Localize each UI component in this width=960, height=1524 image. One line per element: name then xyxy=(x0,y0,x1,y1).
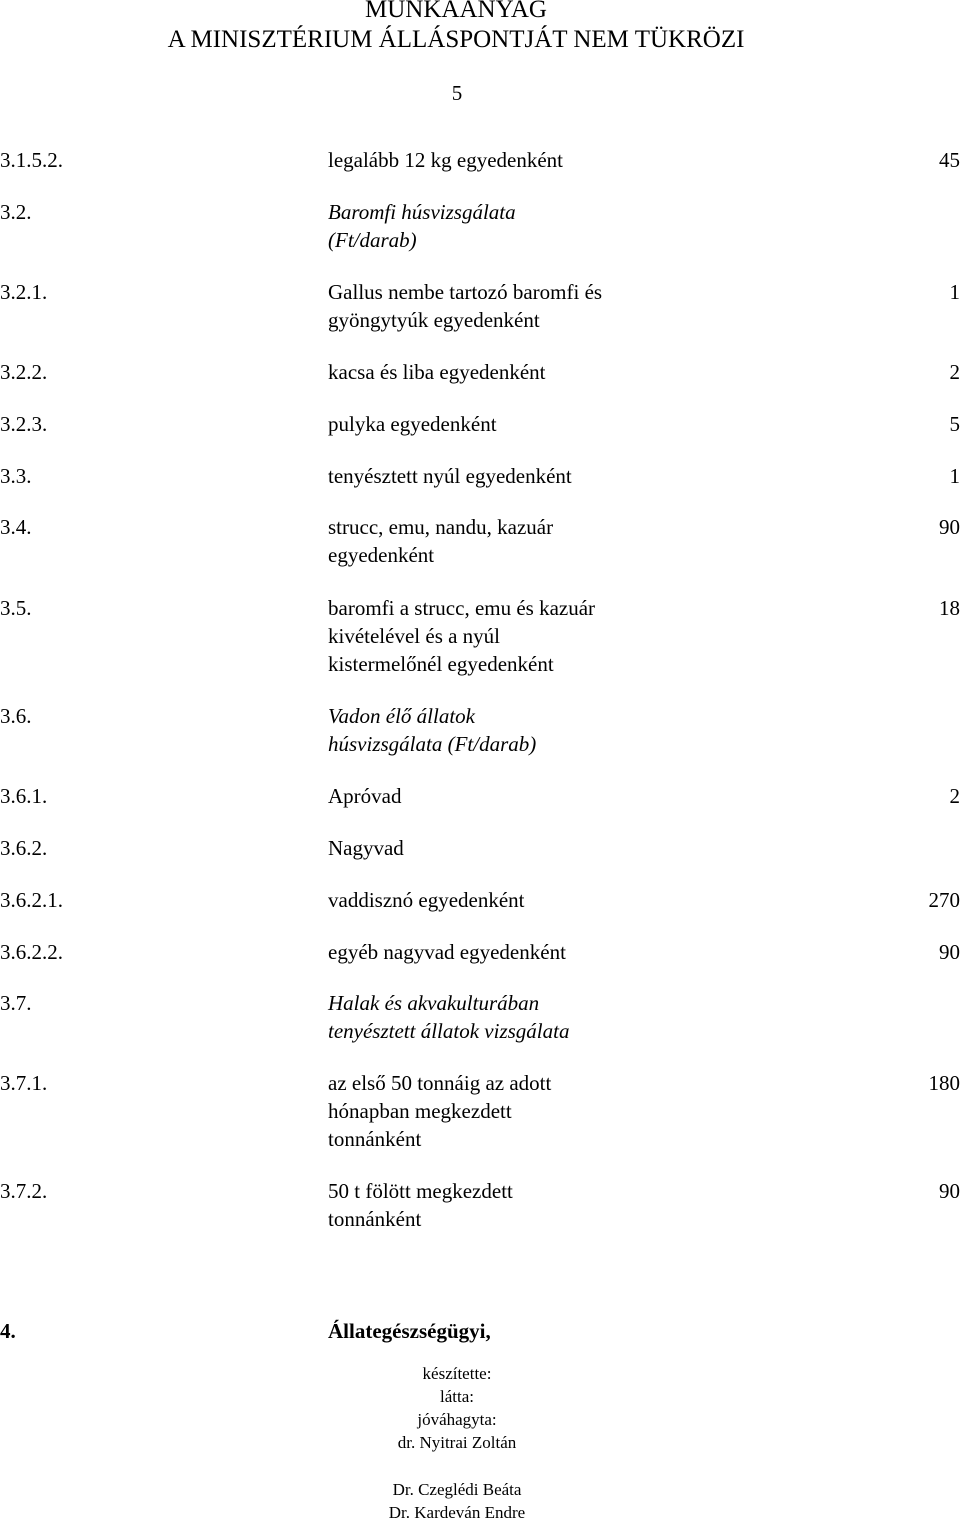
row-description: Vadon élő állatok húsvizsgálata (Ft/darab) xyxy=(328,702,578,758)
row-value: 180 xyxy=(929,1069,960,1097)
row-description: Apróvad xyxy=(328,782,648,810)
row-number: 3.4. xyxy=(0,513,32,541)
row-value: 90 xyxy=(939,938,960,966)
row-value: 1 xyxy=(950,462,960,490)
row-number: 3.6.2. xyxy=(0,834,47,862)
section-title: Állategészségügyi, xyxy=(328,1317,648,1345)
row-number: 3.6. xyxy=(0,702,32,730)
row-description: Nagyvad xyxy=(328,834,648,862)
row-number: 3.2. xyxy=(0,198,32,226)
row-number: 3.2.1. xyxy=(0,278,47,306)
section-number: 4. xyxy=(0,1317,16,1345)
row-value: 5 xyxy=(950,410,960,438)
row-number: 3.3. xyxy=(0,462,32,490)
row-value: 90 xyxy=(939,513,960,541)
row-description: Baromfi húsvizsgálata (Ft/darab) xyxy=(328,198,568,254)
row-value: 45 xyxy=(939,146,960,174)
row-number: 3.1.5.2. xyxy=(0,146,63,174)
row-value: 2 xyxy=(950,358,960,386)
signature-prepared-label: készítette: xyxy=(0,1363,914,1385)
signature-approved-label: jóváhagyta: xyxy=(0,1409,914,1431)
signature-name-1: dr. Nyitrai Zoltán xyxy=(0,1432,914,1454)
row-value: 18 xyxy=(939,594,960,622)
signature-seen-label: látta: xyxy=(0,1386,914,1408)
row-number: 3.6.1. xyxy=(0,782,47,810)
row-number: 3.7.2. xyxy=(0,1177,47,1205)
signature-name-3: Dr. Kardeván Endre xyxy=(0,1502,914,1524)
row-value: 90 xyxy=(939,1177,960,1205)
row-number: 3.6.2.1. xyxy=(0,886,63,914)
row-description: baromfi a strucc, emu és kazuár kivételével és a nyúl kistermelőnél egyedenként xyxy=(328,594,613,678)
row-number: 3.2.3. xyxy=(0,410,47,438)
row-description: legalább 12 kg egyedenként xyxy=(328,146,648,174)
page-number: 5 xyxy=(0,80,914,106)
row-description: kacsa és liba egyedenként xyxy=(328,358,648,386)
row-number: 3.5. xyxy=(0,594,32,622)
row-description: Halak és akvakulturában tenyésztett állatok vizsgálata xyxy=(328,989,618,1045)
row-number: 3.7.1. xyxy=(0,1069,47,1097)
row-description: tenyésztett nyúl egyedenként xyxy=(328,462,648,490)
row-description: Gallus nembe tartozó baromfi és gyöngytyúk egyedenként xyxy=(328,278,628,334)
signature-name-2: Dr. Czeglédi Beáta xyxy=(0,1479,914,1501)
header-line-2: A MINISZTÉRIUM ÁLLÁSPONTJÁT NEM TÜKRÖZI xyxy=(0,26,912,54)
header-line-1: MUNKAANYAG xyxy=(0,0,912,24)
row-number: 3.6.2.2. xyxy=(0,938,63,966)
row-description: 50 t fölött megkezdett tonnánként xyxy=(328,1177,568,1233)
row-description: egyéb nagyvad egyedenként xyxy=(328,938,648,966)
row-value: 1 xyxy=(950,278,960,306)
row-description: vaddisznó egyedenként xyxy=(328,886,648,914)
row-value: 2 xyxy=(950,782,960,810)
row-description: az első 50 tonnáig az adott hónapban megkezdett tonnánként xyxy=(328,1069,593,1153)
row-description: pulyka egyedenként xyxy=(328,410,648,438)
row-number: 3.7. xyxy=(0,989,32,1017)
row-value: 270 xyxy=(929,886,960,914)
row-description: strucc, emu, nandu, kazuár egyedenként xyxy=(328,513,603,569)
row-number: 3.2.2. xyxy=(0,358,47,386)
